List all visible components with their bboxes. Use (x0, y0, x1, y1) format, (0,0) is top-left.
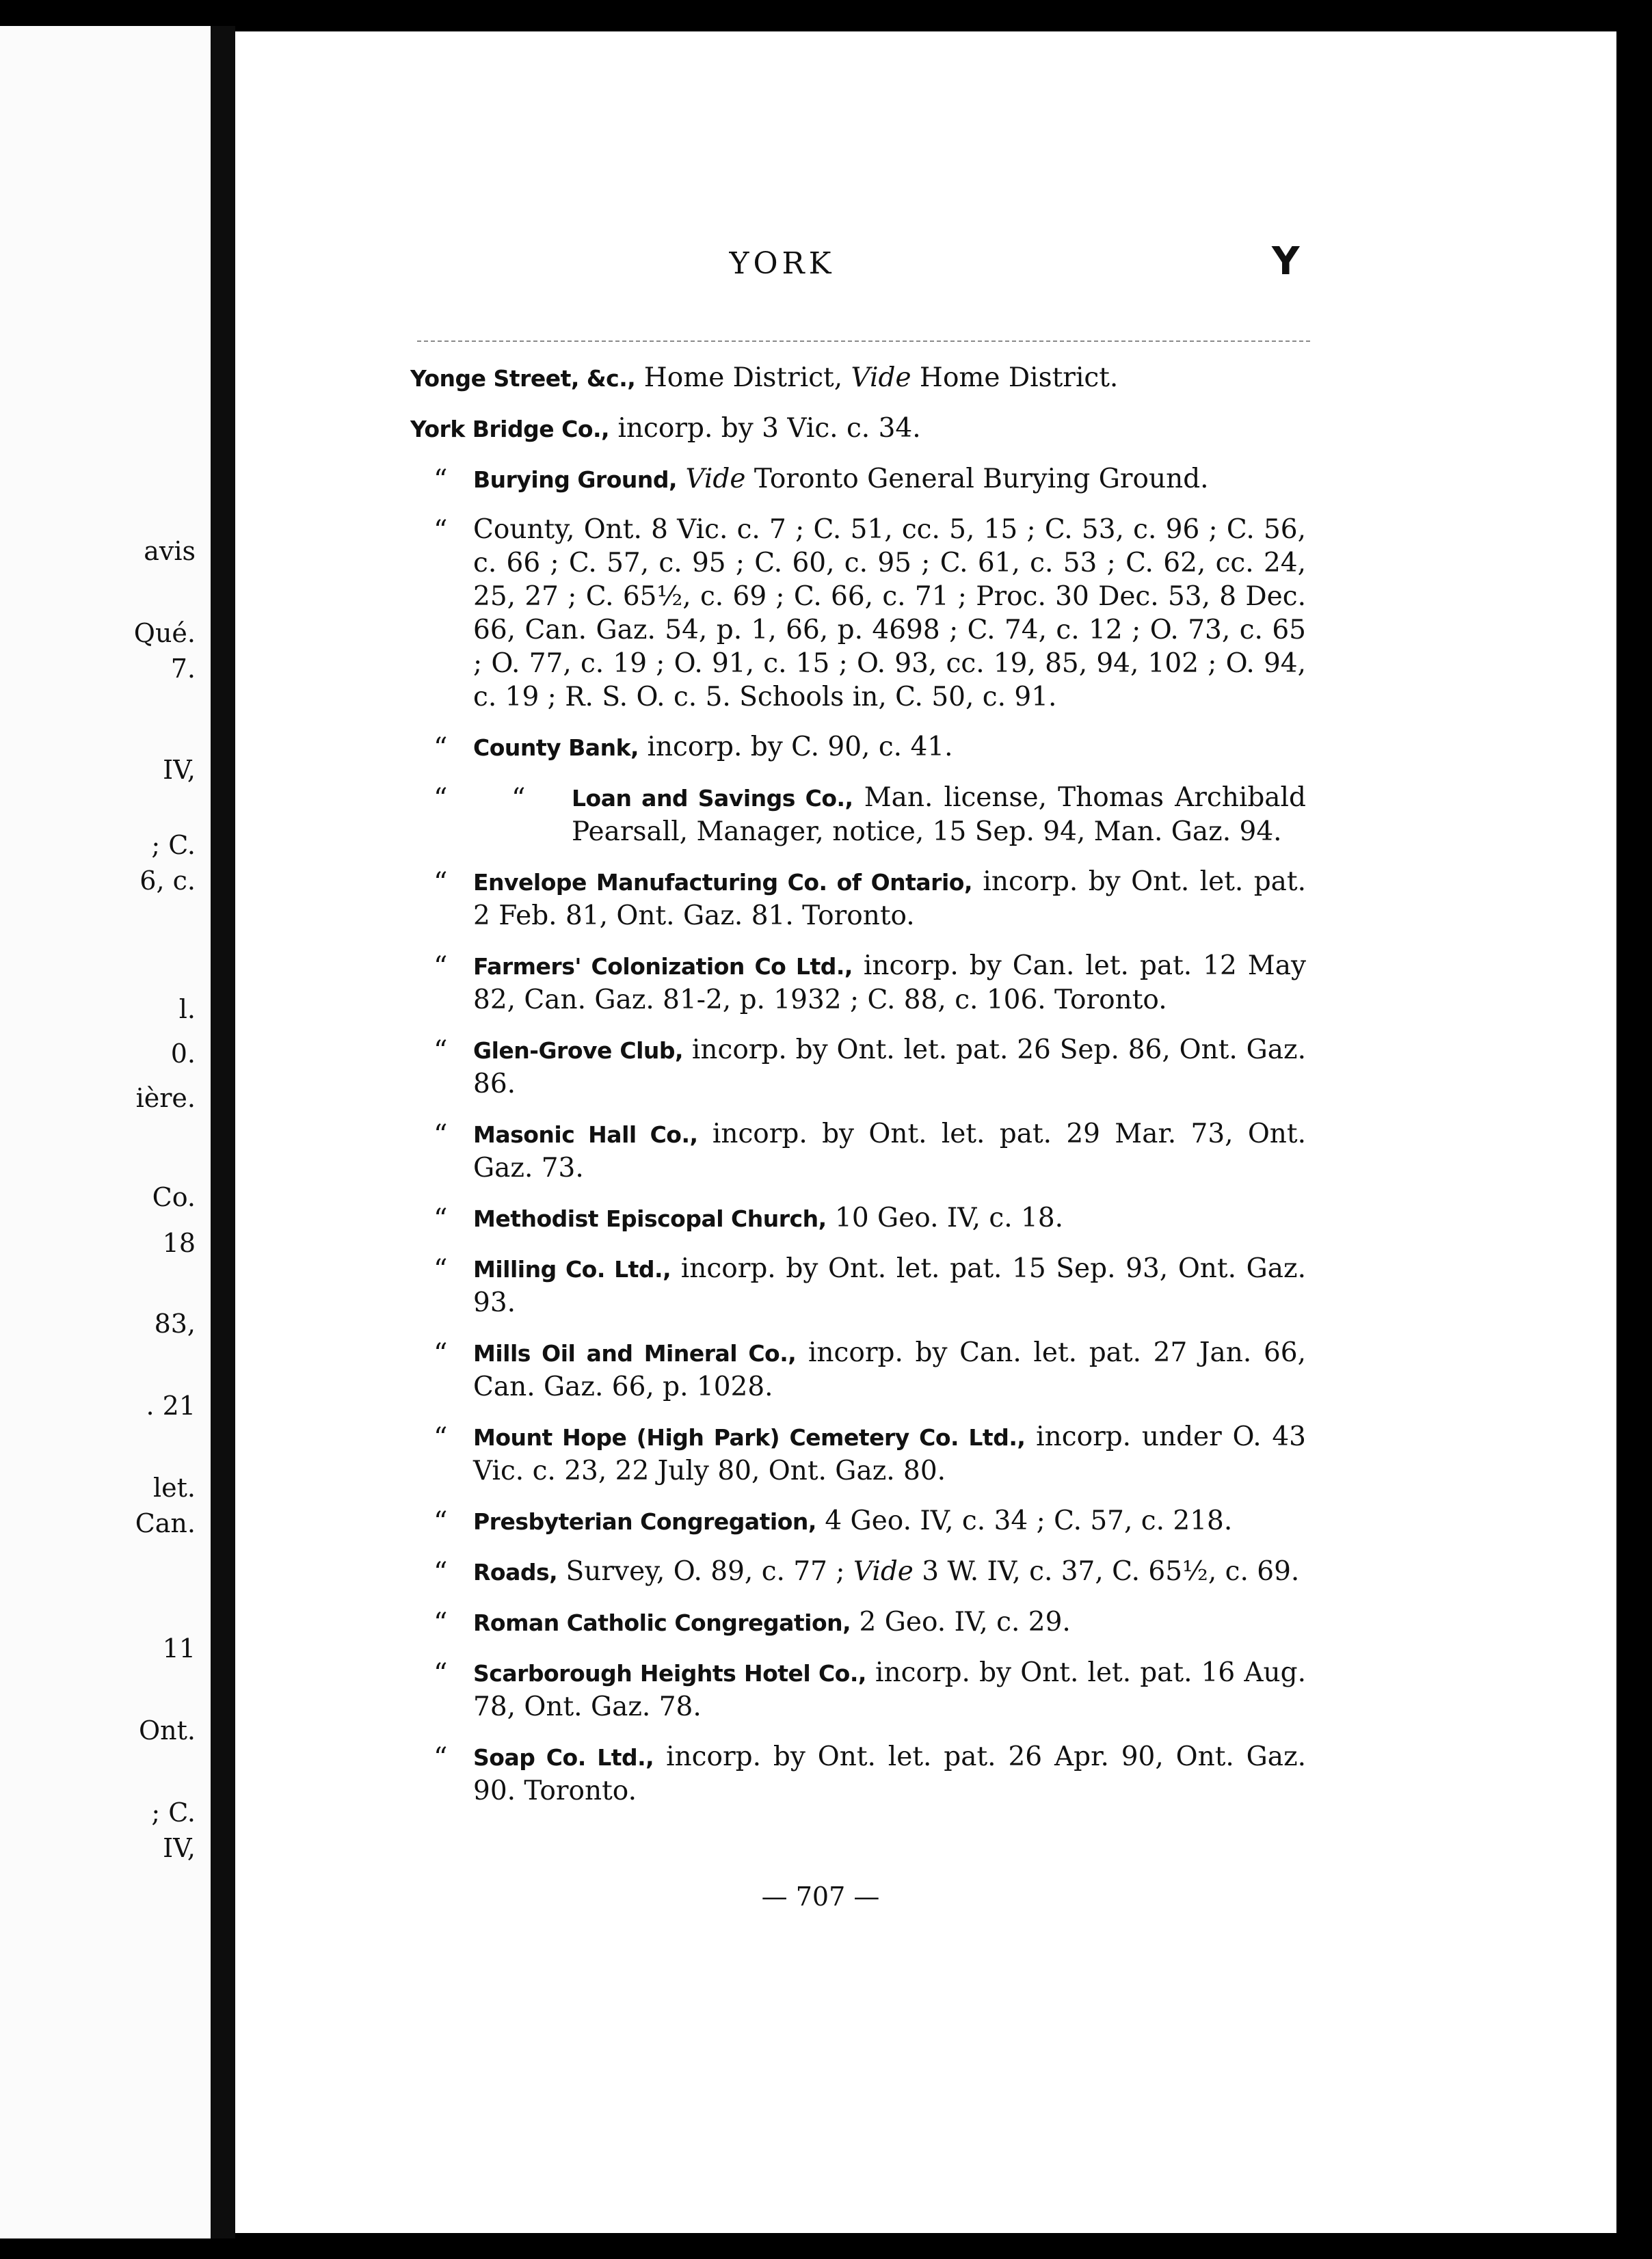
index-entry (410, 1033, 1306, 1101)
entry-heading: Milling Co. Ltd., (473, 1256, 671, 1283)
left-margin-text: . 21 (146, 1391, 196, 1421)
ditto-mark: “ (434, 1742, 448, 1774)
entry-heading: Mills Oil and Mineral Co., (473, 1340, 797, 1367)
index-entry (410, 781, 1306, 848)
entry-text: incorp. under O. 43 Vic. c. 23, 22 July 80, Ont. Gaz. 80. (473, 1421, 1306, 1486)
entry-text: incorp. by Ont. let. pat. 16 Aug. 78, Ont. Gaz. 78. (473, 1657, 1306, 1722)
left-margin-text: avis (144, 536, 196, 566)
index-entry (410, 1504, 1306, 1538)
index-entry (410, 949, 1306, 1017)
entry-heading: Masonic Hall Co., (473, 1121, 698, 1148)
entry-text: 4 Geo. IV, c. 34 ; C. 57, c. 218. (816, 1506, 1233, 1536)
entry-heading: County Bank, (473, 734, 639, 761)
entry-text (677, 464, 685, 494)
entry-text: Home District. (911, 362, 1119, 393)
left-margin-text: 83, (154, 1309, 196, 1339)
page-edge-shadow (1616, 26, 1652, 2259)
entry-heading: York Bridge Co., (410, 416, 610, 442)
entry-italic: Vide (851, 362, 911, 393)
ditto-mark: “ (434, 1422, 448, 1454)
entry-heading: Methodist Episcopal Church, (473, 1205, 827, 1232)
entry-heading: Soap Co. Ltd., (473, 1744, 654, 1771)
entry-text: Survey, O. 89, c. 77 ; (557, 1556, 853, 1587)
ditto-mark: “ (434, 1203, 448, 1235)
left-margin-text: 0. (170, 1039, 196, 1069)
entry-italic: Vide (853, 1556, 914, 1587)
left-margin-text: Can. (135, 1508, 196, 1538)
index-entry (410, 1252, 1306, 1320)
entry-text: Home District, (635, 362, 851, 393)
index-entry (410, 412, 1306, 446)
section-letter: Y (1272, 239, 1300, 284)
index-entry (410, 361, 1306, 395)
entry-heading: Roman Catholic Congregation, (473, 1609, 851, 1636)
entry-text: incorp. by Can. let. pat. 12 May 82, Can. Gaz. 81-2, p. 1932 ; C. 88, c. 106. Toronto. (473, 950, 1306, 1015)
index-entry (410, 462, 1306, 496)
left-margin-text: IV, (163, 1833, 196, 1863)
ditto-mark: “ (511, 783, 526, 814)
entry-text: 3 W. IV, c. 37, C. 65½, c. 69. (913, 1556, 1300, 1587)
index-entry (410, 1555, 1306, 1589)
entry-heading: Presbyterian Congregation, (473, 1508, 816, 1535)
left-margin-text: let. (153, 1473, 196, 1503)
ditto-mark: “ (434, 951, 448, 983)
entry-text: incorp. by Ont. let. pat. 29 Mar. 73, Ont. Gaz. 73. (473, 1119, 1306, 1184)
left-margin-text: 11 (162, 1633, 196, 1663)
index-entry (410, 1740, 1306, 1808)
facing-page-fragment (0, 26, 211, 2238)
entry-heading: Burying Ground, (473, 466, 678, 493)
left-margin-text: Ont. (139, 1715, 196, 1746)
index-entry (410, 1656, 1306, 1724)
entry-heading: Roads, (473, 1559, 558, 1586)
index-entry (410, 1605, 1306, 1640)
left-margin-text: 7. (170, 654, 196, 684)
entry-text: 2 Geo. IV, c. 29. (851, 1607, 1071, 1638)
running-head: YORK (729, 246, 836, 281)
ditto-mark: “ (434, 1506, 448, 1538)
entry-heading: Scarborough Heights Hotel Co., (473, 1660, 866, 1687)
page-number: — 707 — (761, 1882, 880, 1912)
entry-heading: Mount Hope (High Park) Cemetery Co. Ltd., (473, 1424, 1026, 1451)
ditto-mark: “ (434, 732, 448, 764)
entry-italic: Vide (685, 464, 746, 494)
index-entry (410, 513, 1306, 714)
entry-heading: Envelope Manufacturing Co. of Ontario, (473, 869, 972, 896)
index-entry (410, 730, 1306, 764)
ditto-mark: “ (434, 1658, 448, 1689)
entry-text: 10 Geo. IV, c. 18. (826, 1203, 1064, 1233)
left-margin-text: l. (178, 994, 196, 1024)
ditto-mark: “ (434, 1254, 448, 1285)
header-rule (417, 340, 1310, 342)
ditto-mark: “ (434, 867, 448, 898)
left-margin-text: Co. (152, 1182, 196, 1212)
ditto-mark: “ (434, 1035, 448, 1067)
entry-text: incorp. by Can. let. pat. 27 Jan. 66, Can. Gaz. 66, p. 1028. (473, 1337, 1306, 1402)
index-entry (410, 865, 1306, 933)
left-margin-text: 6, c. (139, 866, 196, 896)
left-margin-text: 18 (162, 1228, 196, 1258)
left-margin-text: IV, (163, 755, 196, 785)
ditto-mark: “ (434, 464, 448, 496)
entry-text: Toronto General Burying Ground. (745, 464, 1209, 494)
index-entry (410, 1117, 1306, 1185)
left-margin-text: ière. (135, 1083, 196, 1113)
ditto-mark: “ (434, 1557, 448, 1588)
index-entry (410, 1336, 1306, 1404)
entry-heading: Loan and Savings Co., (572, 785, 853, 812)
book-gutter (211, 26, 235, 2238)
ditto-mark: “ (434, 783, 448, 814)
ditto-mark: “ (434, 515, 448, 546)
left-margin-text: Qué. (133, 618, 196, 648)
entry-text: incorp. by Ont. let. pat. 2 Feb. 81, Ont. Gaz. 81. Toronto. (473, 866, 1306, 931)
entry-text: incorp. by Ont. let. pat. 26 Apr. 90, Ont. Gaz. 90. Toronto. (473, 1741, 1307, 1806)
entry-text: incorp. by C. 90, c. 41. (639, 732, 953, 762)
entry-heading: Glen-Grove Club, (473, 1037, 684, 1064)
entry-text: Man. license, Thomas Archibald Pearsall, Manager, notice, 15 Sep. 94, Man. Gaz. 94. (572, 782, 1306, 847)
left-margin-text: ; C. (151, 830, 196, 860)
entry-text: incorp. by 3 Vic. c. 34. (609, 413, 921, 444)
entry-text: County, Ont. 8 Vic. c. 7 ; C. 51, cc. 5, 15 ; C. 53, c. 96 ; C. 56, c. 66 ; C. 57, c. 95 ; C. 60, c. 95 ; C. 61, c. 53 ; C. 62, cc. 24, 25, 27 ; C. 65½, c. 69 ; C. 66, c. 71 ; Proc. 30 Dec. 53, 8 Dec. 66, Can. Gaz. 54, p. 1, 66, p. 4698 ; C. 74, c. 12 ; O. 73, c. 65 ; O. 77, c. 19 ; O. 91, c. 15 ; O. 93, cc. 19, 85, 94, 102 ; O. 94, c. 19 ; R. S. O. c. 5. Schools in, C. 50, c. 91. (473, 514, 1306, 712)
index-entry (410, 1201, 1306, 1235)
entry-text: incorp. by Ont. let. pat. 15 Sep. 93, Ont. Gaz. 93. (473, 1253, 1306, 1318)
entry-heading: Yonge Street, &c., (410, 365, 636, 392)
ditto-mark: “ (434, 1607, 448, 1639)
index-entries (410, 361, 1306, 1824)
entry-text: incorp. by Ont. let. pat. 26 Sep. 86, Ont. Gaz. 86. (473, 1034, 1306, 1099)
ditto-mark: “ (434, 1119, 448, 1151)
index-entry (410, 1420, 1306, 1488)
entry-heading: Farmers' Colonization Co Ltd., (473, 953, 853, 980)
ditto-mark: “ (434, 1338, 448, 1369)
left-margin-text: ; C. (151, 1797, 196, 1828)
